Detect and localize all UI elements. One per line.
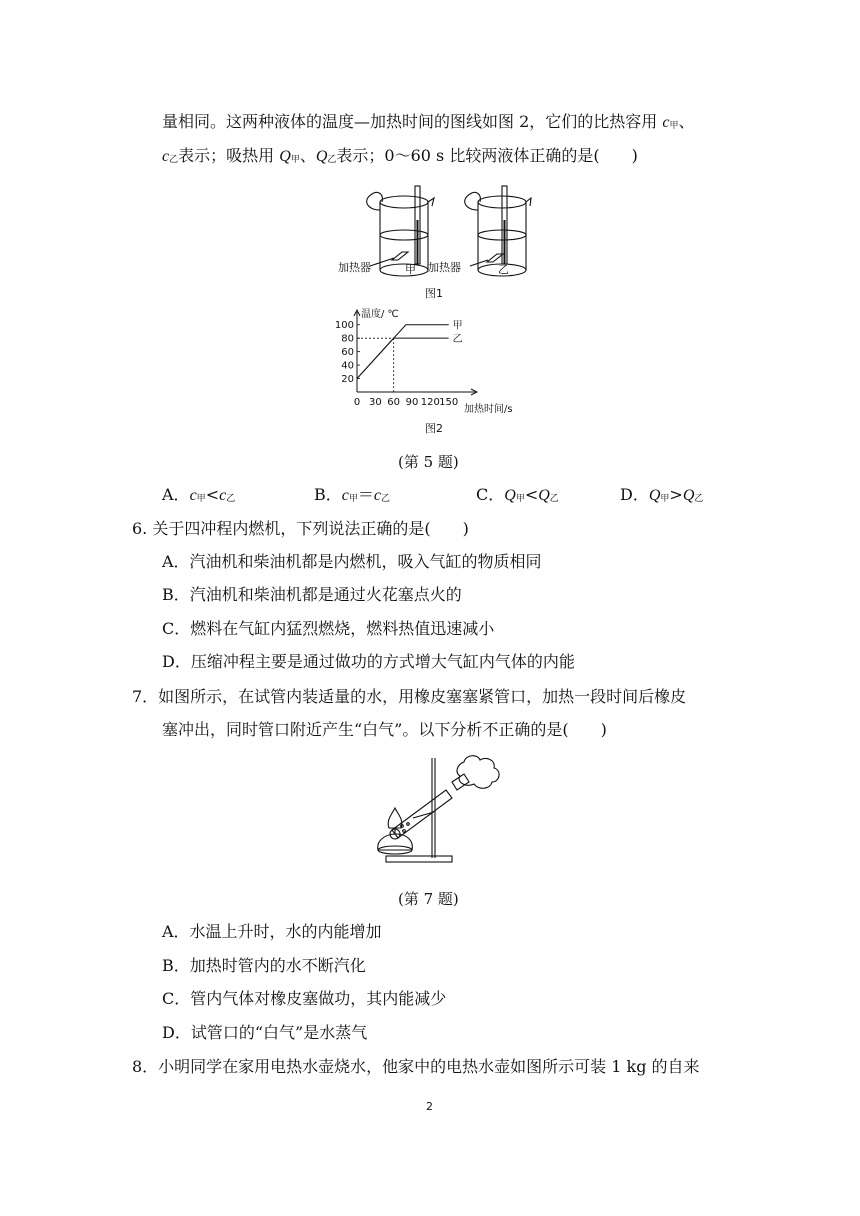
sub-jia: 甲 [515, 494, 525, 504]
figure-7-apparatus [368, 752, 508, 867]
figure-2-caption: 图2 [425, 422, 443, 435]
sub-jia: 甲 [660, 494, 670, 504]
figure-1-caption: 图1 [425, 287, 443, 300]
option-c-label: C． [476, 485, 505, 504]
q6-option-c[interactable]: C．燃料在气缸内猛烈燃烧，燃料热值迅速减小 [162, 619, 495, 638]
heater-label-2: 加热器 [428, 261, 461, 274]
q7-option-b[interactable]: B．加热时管内的水不断汽化 [162, 956, 366, 975]
y-axis-label: 温度/ ℃ [361, 309, 399, 320]
y-tick-label: 40 [341, 360, 354, 372]
q5-line1-text: 量相同。这两种液体的温度—加热时间的图线如图 2，它们的比热容用 [162, 112, 658, 131]
q5-option-c[interactable] [476, 484, 559, 510]
x-tick-label: 90 [405, 397, 419, 408]
c-symbol: c [662, 114, 670, 131]
q5-line2-text: 表示；吸热用 [178, 146, 275, 165]
page-number: 2 [426, 1100, 433, 1113]
x-axis-label: 加热时间/s [464, 404, 513, 415]
sub-jia: 甲 [348, 494, 358, 504]
c-symbol: c [373, 487, 382, 504]
q-symbol: Q [682, 487, 695, 504]
c-symbol: c [341, 487, 349, 504]
separator: 、 [678, 112, 695, 131]
sub-yi: 乙 [169, 155, 179, 165]
q6-option-d[interactable]: D．压缩冲程主要是通过做功的方式增大气缸内气体的内能 [162, 652, 575, 671]
separator: 、 [299, 146, 316, 165]
q7-option-c[interactable]: C．管内气体对橡皮塞做功，其内能减少 [162, 989, 447, 1008]
sub-yi: 乙 [381, 494, 391, 504]
beaker-label-jia: 甲 [405, 263, 416, 276]
x-tick-label: 150 [439, 397, 459, 408]
q7-option-a[interactable]: A．水温上升时，水的内能增加 [162, 922, 382, 941]
option-a-label: A． [162, 485, 190, 504]
q5-caption: (第 5 题) [398, 453, 459, 471]
series-label-yi: 乙 [452, 334, 463, 346]
q-symbol: Q [315, 148, 328, 165]
y-tick-label: 80 [341, 333, 354, 345]
beaker-label-yi: 乙 [498, 263, 509, 276]
x-tick-label: 120 [420, 397, 440, 408]
c-symbol: c [219, 487, 227, 504]
q7-stem-line-2: 塞冲出，同时管口附近产生“白气”。以下分析不正确的是( ) [162, 720, 607, 739]
q6-stem: 6. 关于四冲程内燃机，下列说法正确的是( ) [132, 519, 469, 538]
q-symbol: Q [504, 487, 516, 504]
y-tick-label: 20 [341, 374, 354, 386]
less-than: < [524, 485, 539, 504]
q7-caption: (第 7 题) [398, 890, 459, 908]
c-symbol: c [162, 148, 170, 165]
equals: ＝ [357, 485, 374, 504]
less-than: < [205, 485, 220, 504]
sub-yi: 乙 [327, 155, 337, 165]
y-tick-label: 60 [341, 347, 354, 359]
sub-yi: 乙 [694, 494, 704, 504]
q-symbol: Q [538, 487, 550, 504]
q5-text-line-2 [162, 145, 638, 171]
q5-option-b[interactable] [314, 484, 390, 510]
q8-stem-line-1: 8．小明同学在家用电热水壶烧水，他家中的电热水壶如图所示可装 1 kg 的自来 [132, 1057, 700, 1076]
figure-2-chart [330, 308, 530, 418]
sub-yi: 乙 [549, 494, 559, 504]
series-label-jia: 甲 [452, 320, 463, 332]
q7-option-d[interactable]: D．试管口的“白气”是水蒸气 [162, 1023, 368, 1042]
option-d-label: D． [620, 485, 649, 504]
sub-jia: 甲 [669, 121, 679, 131]
heater-label-1: 加热器 [338, 261, 371, 274]
y-tick-label: 100 [334, 320, 354, 332]
q6-option-a[interactable]: A．汽油机和柴油机都是内燃机，吸入气缸的物质相同 [162, 552, 542, 571]
c-symbol: c [189, 487, 197, 504]
x-tick-label: 0 [353, 397, 361, 408]
sub-yi: 乙 [226, 494, 236, 504]
series-line-jia [357, 325, 449, 379]
q5-option-a[interactable] [162, 484, 235, 510]
option-b-label: B． [314, 485, 342, 504]
q5-line2-tail: 表示；0～60 s 比较两液体正确的是( ) [336, 146, 638, 165]
x-tick-label: 60 [387, 397, 401, 408]
sub-jia: 甲 [290, 155, 300, 165]
q5-text-line-1 [162, 111, 695, 137]
greater-than: > [669, 485, 683, 504]
figure-1-beakers [332, 180, 532, 300]
q-symbol: Q [279, 148, 291, 165]
q7-stem-line-1: 7．如图所示，在试管内装适量的水，用橡皮塞塞紧管口，加热一段时间后橡皮 [132, 687, 687, 706]
x-tick-label: 30 [368, 397, 382, 408]
q-symbol: Q [648, 487, 661, 504]
sub-jia: 甲 [196, 494, 206, 504]
q5-option-d[interactable] [620, 484, 703, 510]
series-line-yi [357, 338, 449, 378]
q6-option-b[interactable]: B．汽油机和柴油机都是通过火花塞点火的 [162, 585, 462, 604]
